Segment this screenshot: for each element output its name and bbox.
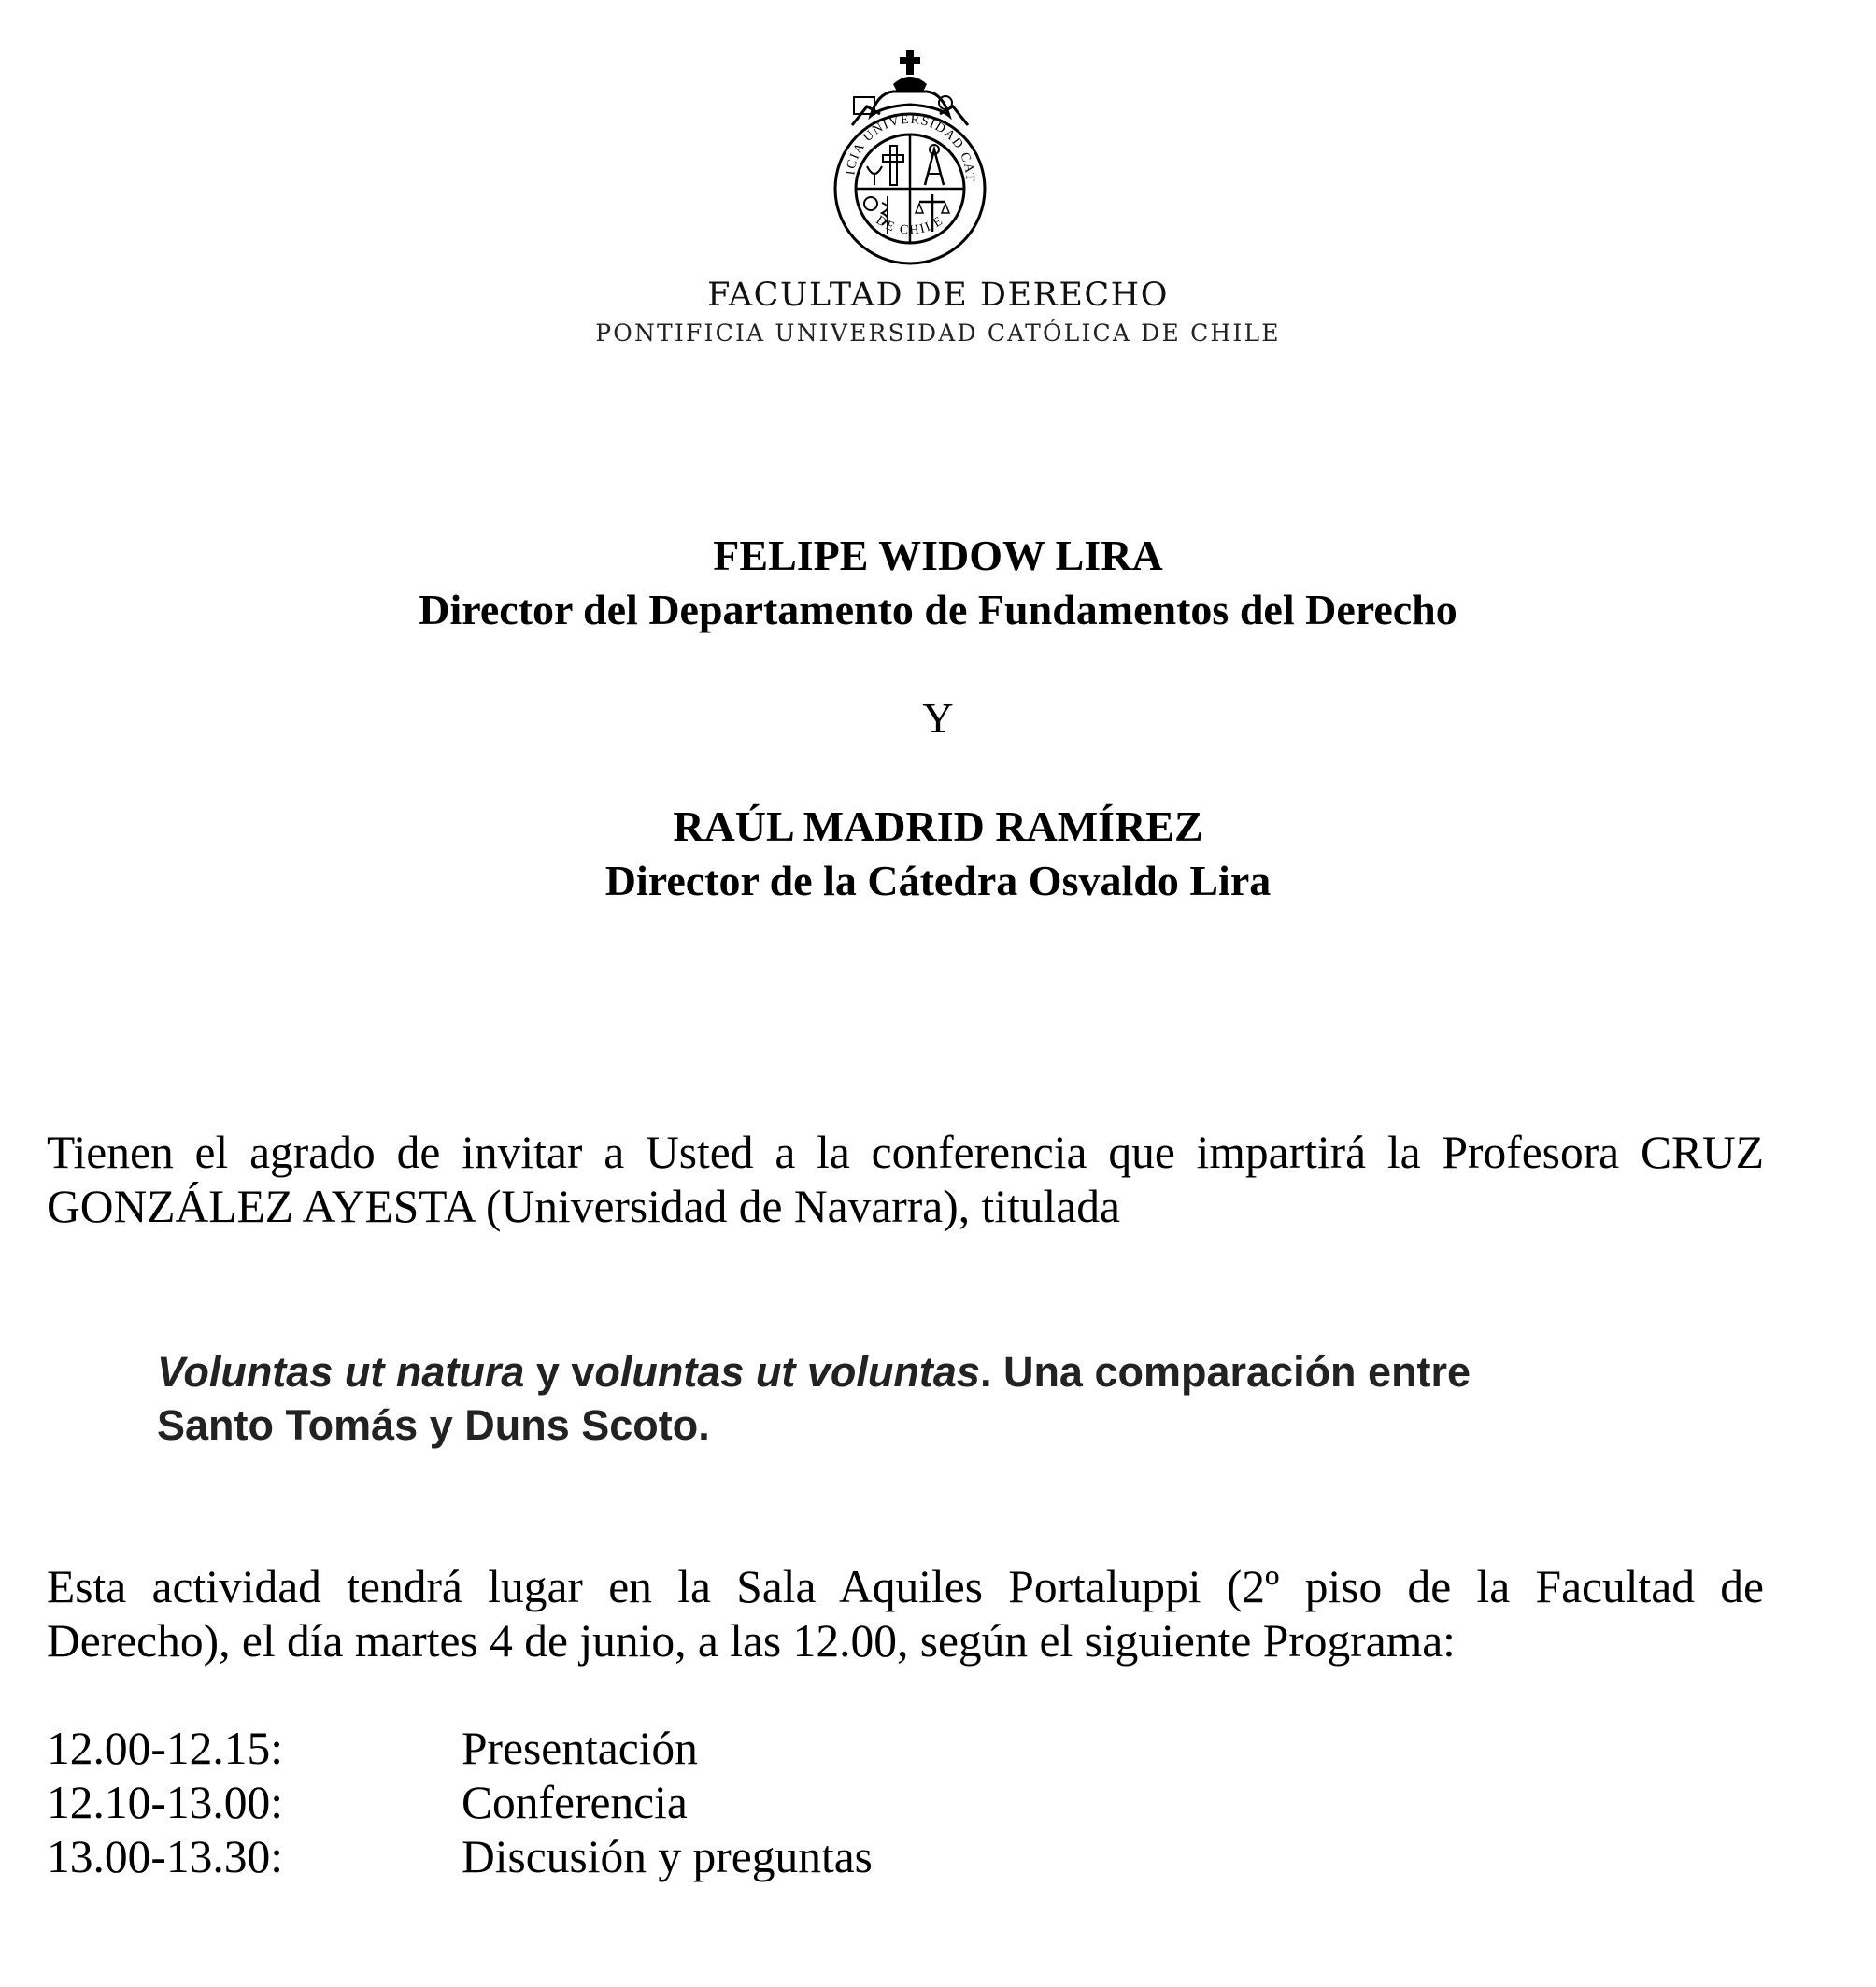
organizer-2-role: Director de la Cátedra Osvaldo Lira: [604, 857, 1272, 904]
talk-title-italic-2: oluntas ut voluntas: [594, 1348, 980, 1396]
program-activity: Presentación: [462, 1723, 698, 1774]
invitation-line-1: Tienen el agrado de invitar a Usted a la conferencia que impartirá la Profesora CRUZ: [47, 1127, 1764, 1178]
invitation-line-2: GONZÁLEZ AYESTA (Universidad de Navarra), titulada: [47, 1181, 1120, 1232]
faculty-name: FACULTAD DE DERECHO: [707, 277, 1169, 314]
venue-paragraph: [47, 1560, 1764, 1668]
talk-title-line-2: Santo Tomás y Duns Scoto.: [157, 1401, 710, 1449]
program-time: 12.10-13.00:: [47, 1777, 283, 1828]
invitation-paragraph: [47, 1126, 1764, 1234]
talk-title: [157, 1345, 1745, 1452]
talk-title-text-4: . Una comparación entre: [979, 1348, 1471, 1396]
conjunction: Y: [922, 694, 954, 742]
program-activity: Conferencia: [462, 1777, 688, 1828]
talk-title-line-1: [157, 1345, 1745, 1398]
talk-title-text-2: y v: [524, 1348, 595, 1396]
venue-line-1: Esta actividad tendrá lugar en la Sala Aquiles Portaluppi (2º piso de la Facultad de: [47, 1561, 1764, 1612]
organizer-1-name: FELIPE WIDOW LIRA: [713, 532, 1163, 579]
svg-text:DE CHILE: DE CHILE: [873, 213, 947, 238]
program-time: 13.00-13.30:: [47, 1831, 283, 1882]
venue-line-2: Derecho), el día martes 4 de junio, a las 12.00, según el siguiente Programa:: [47, 1615, 1456, 1667]
program-activity: Discusión y preguntas: [462, 1831, 873, 1882]
university-name: PONTIFICIA UNIVERSIDAD CATÓLICA DE CHILE: [595, 319, 1281, 347]
svg-text:PONTIFICIA UNIVERSIDAD CATÓLIC: ICIA UNIVERSIDAD CAT: [844, 112, 977, 183]
program-time: 12.00-12.15:: [47, 1723, 283, 1774]
university-crest-icon: [826, 49, 994, 265]
organizer-2-name: RAÚL MADRID RAMÍREZ: [673, 802, 1203, 850]
talk-title-italic-1: Voluntas ut natura: [157, 1348, 525, 1396]
organizer-1-role: Director del Departamento de Fundamentos del Derecho: [419, 586, 1457, 633]
